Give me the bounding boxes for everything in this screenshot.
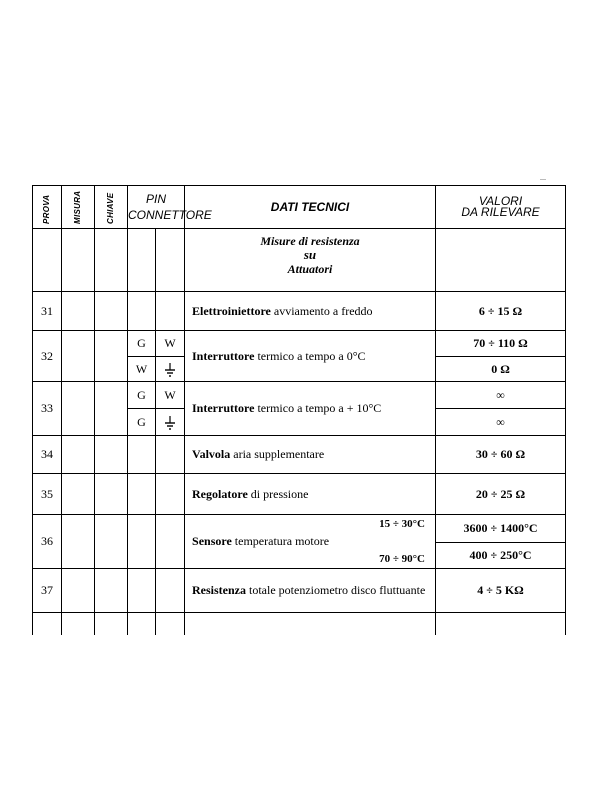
pin-label: G (128, 382, 156, 409)
pin-label: G (128, 409, 156, 436)
row-number: 33 (33, 382, 62, 436)
row-description (185, 331, 436, 382)
header-valori-line1: VALORI (478, 194, 523, 208)
misura-cell (62, 292, 95, 331)
section-title-line2: su (303, 247, 317, 262)
table-row (33, 331, 566, 357)
table-row (33, 292, 566, 331)
pin-cell (156, 436, 185, 474)
row-description-rest: avviamento a freddo (270, 303, 373, 318)
row-description (185, 474, 436, 515)
header-prova (33, 186, 62, 229)
pin-label: G (128, 331, 156, 357)
chiave-cell (95, 569, 128, 613)
row-description (185, 292, 436, 331)
misura-cell (62, 474, 95, 515)
header-chiave (95, 186, 128, 229)
empty-cell (436, 613, 566, 635)
ground-pin (156, 409, 185, 436)
empty-cell (156, 229, 185, 292)
pin-cell (128, 436, 156, 474)
section-row (33, 229, 566, 292)
chiave-cell (95, 331, 128, 382)
header-misura (62, 186, 95, 229)
row-value: 0 Ω (436, 357, 566, 382)
header-row (33, 186, 566, 229)
pin-cell (128, 515, 156, 569)
table-row (33, 474, 566, 515)
row-description-bold: Elettroiniettore (192, 303, 271, 318)
empty-cell (95, 613, 128, 635)
row-description (185, 382, 436, 436)
misura-cell (62, 382, 95, 436)
section-title-line1: Misure di resistenza (260, 234, 360, 248)
table-row-empty (33, 613, 566, 635)
empty-cell (62, 229, 95, 292)
row-description-bold: Resistenza (192, 583, 247, 597)
ground-icon (164, 416, 176, 430)
row-description-rest: temperatura motore (231, 534, 330, 548)
pin-label: W (128, 357, 156, 382)
pin-cell (128, 292, 156, 331)
temperature-range: 70 ÷ 90°C (379, 553, 426, 565)
empty-cell (95, 229, 128, 292)
row-description (185, 569, 436, 613)
row-value: 20 ÷ 25 Ω (436, 474, 566, 515)
header-pin-line2: CONNETTORE (128, 208, 212, 222)
pin-cell (156, 292, 185, 331)
row-value: 6 ÷ 15 Ω (436, 292, 566, 331)
section-title (185, 229, 436, 292)
row-number: 37 (33, 569, 62, 613)
row-value: 4 ÷ 5 KΩ (436, 569, 566, 613)
row-description-rest: aria supplementare (230, 447, 325, 461)
row-value: 3600 ÷ 1400°C (436, 515, 566, 543)
empty-cell (156, 613, 185, 635)
header-prova-label: PROVA (42, 194, 51, 224)
table-row (33, 569, 566, 613)
table-row (33, 382, 566, 409)
row-description-bold: Regolatore (192, 486, 248, 501)
row-description-bold: Interruttore (192, 401, 255, 415)
ground-icon (164, 363, 176, 377)
pin-cell (156, 515, 185, 569)
header-chiave-label: CHIAVE (106, 192, 115, 224)
empty-cell (128, 229, 156, 292)
pin-cell (128, 474, 156, 515)
row-number: 32 (33, 331, 62, 382)
row-description-rest: totale potenziometro disco fluttuante (246, 583, 426, 597)
header-misura-label: MISURA (73, 190, 82, 224)
row-description (185, 436, 436, 474)
chiave-cell (95, 436, 128, 474)
row-value: 400 ÷ 250°C (436, 543, 566, 569)
header-valori (436, 186, 566, 229)
table-row (33, 436, 566, 474)
chiave-cell (95, 292, 128, 331)
row-value: 70 ÷ 110 Ω (436, 331, 566, 357)
empty-cell (33, 613, 62, 635)
empty-cell (62, 613, 95, 635)
chiave-cell (95, 474, 128, 515)
test-sheet (32, 185, 565, 635)
header-pin-line1: PIN (146, 192, 167, 206)
row-description-rest: termico a tempo a + 10°C (254, 401, 382, 415)
header-dati-tecnici: DATI TECNICI (185, 186, 436, 229)
misura-cell (62, 515, 95, 569)
misura-cell (62, 569, 95, 613)
temperature-range: 15 ÷ 30°C (379, 518, 426, 530)
empty-cell (185, 613, 436, 635)
pin-label: W (156, 382, 185, 409)
row-value-infinity: ∞ (436, 409, 566, 436)
misura-cell (62, 331, 95, 382)
row-description-rest: termico a tempo a 0°C (254, 348, 366, 363)
empty-cell (128, 613, 156, 635)
chiave-cell (95, 515, 128, 569)
measurement-table (32, 185, 566, 635)
row-number: 36 (33, 515, 62, 569)
row-description-bold: Valvola (192, 447, 231, 461)
row-description-rest: di pressione (247, 486, 309, 501)
pin-cell (156, 474, 185, 515)
table-row (33, 515, 566, 543)
row-number: 31 (33, 292, 62, 331)
row-number: 35 (33, 474, 62, 515)
pin-cell (128, 569, 156, 613)
row-description-bold: Sensore (192, 534, 232, 548)
empty-cell (33, 229, 62, 292)
header-pin-connettore (128, 186, 212, 229)
row-description (185, 515, 436, 569)
pin-cell (156, 569, 185, 613)
chiave-cell (95, 382, 128, 436)
empty-cell (436, 229, 566, 292)
ground-pin (156, 357, 185, 382)
pin-label: W (156, 331, 185, 357)
row-value-infinity: ∞ (436, 382, 566, 409)
row-number: 34 (33, 436, 62, 474)
row-description-bold: Interruttore (192, 348, 255, 363)
misura-cell (62, 436, 95, 474)
header-valori-line2: DA RILEVARE (461, 205, 540, 219)
section-title-line3: Attuatori (287, 262, 333, 276)
stray-mark (540, 179, 546, 180)
row-value: 30 ÷ 60 Ω (436, 436, 566, 474)
